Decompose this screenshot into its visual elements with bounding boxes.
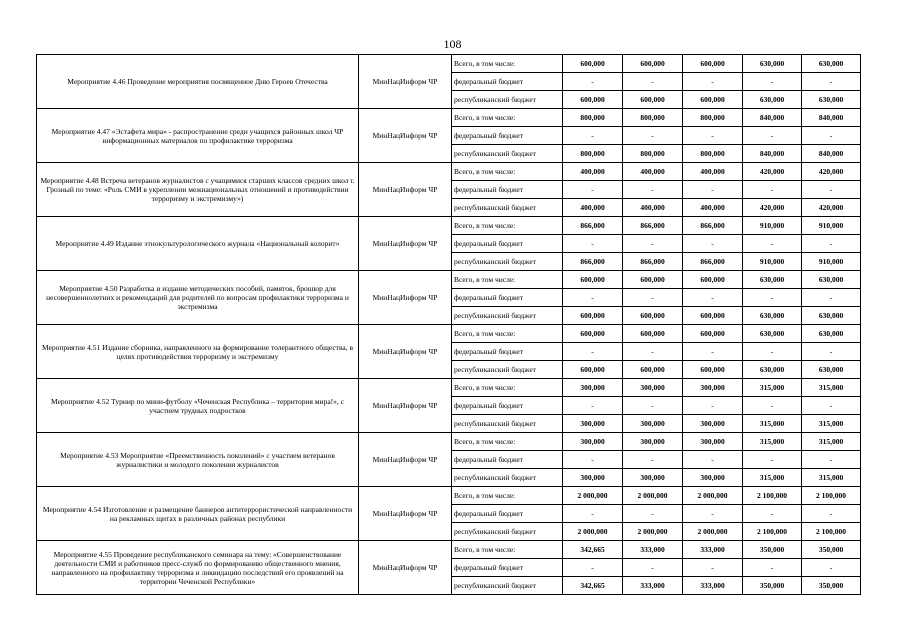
amount-cell: 600,000 — [683, 55, 743, 73]
amount-cell: 315,000 — [802, 469, 861, 487]
amount-cell: - — [802, 451, 861, 469]
amount-cell: 400,000 — [623, 199, 683, 217]
event-name-cell: Мероприятие 4.54 Изготовление и размещение баннеров антитеррористической направленности на рекламных щитах в различных районах республики — [37, 487, 359, 541]
amount-cell: 300,000 — [563, 433, 623, 451]
amount-cell: 2 000,000 — [683, 523, 743, 541]
amount-cell: 630,000 — [743, 361, 802, 379]
funding-source-cell: федеральный бюджет — [452, 505, 563, 523]
amount-cell: 342,665 — [563, 577, 623, 595]
amount-cell: 315,000 — [743, 433, 802, 451]
amount-cell: 315,000 — [802, 433, 861, 451]
amount-cell: - — [743, 505, 802, 523]
amount-cell: 2 100,000 — [743, 523, 802, 541]
amount-cell: 600,000 — [563, 361, 623, 379]
amount-cell: 600,000 — [563, 325, 623, 343]
amount-cell: 630,000 — [802, 361, 861, 379]
amount-cell: - — [683, 181, 743, 199]
amount-cell: 400,000 — [623, 163, 683, 181]
amount-cell: 2 000,000 — [563, 523, 623, 541]
amount-cell: - — [683, 289, 743, 307]
amount-cell: 2 000,000 — [623, 487, 683, 505]
amount-cell: 600,000 — [683, 271, 743, 289]
amount-cell: 400,000 — [563, 163, 623, 181]
organization-cell: МинНацИнформ ЧР — [359, 109, 452, 163]
amount-cell: 600,000 — [563, 271, 623, 289]
amount-cell: 315,000 — [743, 469, 802, 487]
event-name-cell: Мероприятие 4.50 Разработка и издание методических пособий, памяток, брошюр для несовершеннолетних и рекомендаций для родителей по вопросам профилактики терроризма и экстремизма — [37, 271, 359, 325]
amount-cell: 2 000,000 — [563, 487, 623, 505]
amount-cell: 800,000 — [623, 145, 683, 163]
amount-cell: - — [623, 505, 683, 523]
funding-source-cell: федеральный бюджет — [452, 451, 563, 469]
funding-source-cell: федеральный бюджет — [452, 559, 563, 577]
amount-cell: - — [563, 397, 623, 415]
budget-table — [36, 54, 861, 595]
amount-cell: 630,000 — [743, 55, 802, 73]
amount-cell: 630,000 — [802, 307, 861, 325]
amount-cell: 800,000 — [683, 109, 743, 127]
amount-cell: - — [743, 73, 802, 91]
amount-cell: 333,000 — [623, 541, 683, 559]
amount-cell: 300,000 — [683, 469, 743, 487]
amount-cell: 866,000 — [623, 253, 683, 271]
amount-cell: 315,000 — [802, 415, 861, 433]
amount-cell: 600,000 — [563, 307, 623, 325]
amount-cell: 630,000 — [743, 307, 802, 325]
amount-cell: - — [743, 397, 802, 415]
amount-cell: 800,000 — [683, 145, 743, 163]
amount-cell: - — [563, 127, 623, 145]
funding-source-cell: федеральный бюджет — [452, 73, 563, 91]
amount-cell: 300,000 — [683, 433, 743, 451]
amount-cell: 910,000 — [802, 217, 861, 235]
amount-cell: 630,000 — [802, 325, 861, 343]
funding-source-cell: республиканский бюджет — [452, 469, 563, 487]
table-row — [37, 487, 861, 505]
organization-cell: МинНацИнформ ЧР — [359, 487, 452, 541]
amount-cell: 315,000 — [743, 415, 802, 433]
amount-cell: - — [802, 343, 861, 361]
amount-cell: 840,000 — [802, 109, 861, 127]
amount-cell: 910,000 — [743, 253, 802, 271]
amount-cell: - — [623, 127, 683, 145]
funding-source-cell: федеральный бюджет — [452, 397, 563, 415]
amount-cell: 400,000 — [563, 199, 623, 217]
amount-cell: 866,000 — [563, 253, 623, 271]
amount-cell: - — [563, 451, 623, 469]
table-row — [37, 217, 861, 235]
funding-source-cell: федеральный бюджет — [452, 235, 563, 253]
table-row — [37, 271, 861, 289]
amount-cell: 333,000 — [623, 577, 683, 595]
page-number: 108 — [443, 37, 462, 51]
amount-cell: - — [743, 451, 802, 469]
table-row — [37, 55, 861, 73]
event-name-cell: Мероприятие 4.53 Мероприятие «Преемственность поколений» с участием ветеранов журналистики и молодого поколения журналистов — [37, 433, 359, 487]
amount-cell: 910,000 — [802, 253, 861, 271]
amount-cell: - — [623, 397, 683, 415]
event-name-cell: Мероприятие 4.52 Турнир по мини-футболу «Чеченская Республика – территория мира!», с участием трудных подростков — [37, 379, 359, 433]
event-name-cell: Мероприятие 4.51 Издание сборника, направленного на формирование толерантного общества, в целях противодействия терроризму и экстремизму — [37, 325, 359, 379]
funding-source-cell: федеральный бюджет — [452, 181, 563, 199]
amount-cell: - — [802, 289, 861, 307]
organization-cell: МинНацИнформ ЧР — [359, 271, 452, 325]
funding-source-cell: Всего, в том числе: — [452, 325, 563, 343]
organization-cell: МинНацИнформ ЧР — [359, 55, 452, 109]
funding-source-cell: республиканский бюджет — [452, 253, 563, 271]
amount-cell: 300,000 — [563, 379, 623, 397]
event-name-cell: Мероприятие 4.47 «Эстафета мира» - распространение среди учащихся районных школ ЧР информационных материалов по профилактике терроризма — [37, 109, 359, 163]
amount-cell: 866,000 — [683, 253, 743, 271]
amount-cell: 333,000 — [683, 577, 743, 595]
organization-cell: МинНацИнформ ЧР — [359, 217, 452, 271]
amount-cell: - — [683, 559, 743, 577]
amount-cell: 600,000 — [563, 55, 623, 73]
amount-cell: - — [623, 289, 683, 307]
amount-cell: - — [802, 505, 861, 523]
funding-source-cell: республиканский бюджет — [452, 307, 563, 325]
amount-cell: - — [623, 181, 683, 199]
funding-source-cell: республиканский бюджет — [452, 145, 563, 163]
amount-cell: 600,000 — [683, 325, 743, 343]
event-name-cell: Мероприятие 4.48 Встреча ветеранов журналистов с учащимися старших классов средних школ г. Грозный по теме: «Роль СМИ в укреплении межнациональных отношений и противодействии терроризму и экстремизму») — [37, 163, 359, 217]
amount-cell: 333,000 — [683, 541, 743, 559]
amount-cell: - — [683, 343, 743, 361]
funding-source-cell: республиканский бюджет — [452, 199, 563, 217]
amount-cell: 800,000 — [563, 145, 623, 163]
amount-cell: - — [683, 73, 743, 91]
amount-cell: 2 000,000 — [683, 487, 743, 505]
table-row — [37, 109, 861, 127]
amount-cell: - — [802, 73, 861, 91]
amount-cell: 420,000 — [802, 199, 861, 217]
amount-cell: 350,000 — [802, 541, 861, 559]
funding-source-cell: Всего, в том числе: — [452, 541, 563, 559]
funding-source-cell: Всего, в том числе: — [452, 379, 563, 397]
funding-source-cell: федеральный бюджет — [452, 127, 563, 145]
amount-cell: - — [623, 451, 683, 469]
organization-cell: МинНацИнформ ЧР — [359, 541, 452, 595]
amount-cell: 300,000 — [623, 433, 683, 451]
amount-cell: 630,000 — [743, 271, 802, 289]
organization-cell: МинНацИнформ ЧР — [359, 325, 452, 379]
amount-cell: 2 100,000 — [802, 487, 861, 505]
amount-cell: 630,000 — [802, 271, 861, 289]
amount-cell: 600,000 — [623, 361, 683, 379]
amount-cell: 2 100,000 — [743, 487, 802, 505]
amount-cell: 600,000 — [683, 91, 743, 109]
amount-cell: - — [743, 235, 802, 253]
amount-cell: 840,000 — [802, 145, 861, 163]
amount-cell: 300,000 — [623, 469, 683, 487]
table-row — [37, 325, 861, 343]
amount-cell: - — [623, 235, 683, 253]
amount-cell: - — [563, 343, 623, 361]
amount-cell: 315,000 — [743, 379, 802, 397]
amount-cell: 300,000 — [683, 379, 743, 397]
amount-cell: - — [743, 127, 802, 145]
amount-cell: 300,000 — [563, 469, 623, 487]
amount-cell: 2 000,000 — [623, 523, 683, 541]
amount-cell: 420,000 — [802, 163, 861, 181]
amount-cell: 866,000 — [563, 217, 623, 235]
amount-cell: - — [563, 505, 623, 523]
amount-cell: 420,000 — [743, 199, 802, 217]
amount-cell: - — [802, 559, 861, 577]
amount-cell: 600,000 — [623, 91, 683, 109]
funding-source-cell: республиканский бюджет — [452, 415, 563, 433]
funding-source-cell: Всего, в том числе: — [452, 487, 563, 505]
amount-cell: 300,000 — [563, 415, 623, 433]
amount-cell: - — [623, 73, 683, 91]
organization-cell: МинНацИнформ ЧР — [359, 433, 452, 487]
amount-cell: 800,000 — [563, 109, 623, 127]
amount-cell: 600,000 — [683, 361, 743, 379]
event-name-cell: Мероприятие 4.49 Издание этнокультурологического журнала «Национальный колорит» — [37, 217, 359, 271]
amount-cell: 600,000 — [623, 271, 683, 289]
amount-cell: 600,000 — [683, 307, 743, 325]
amount-cell: - — [683, 505, 743, 523]
amount-cell: 840,000 — [743, 109, 802, 127]
table-row — [37, 379, 861, 397]
amount-cell: 630,000 — [743, 325, 802, 343]
amount-cell: 910,000 — [743, 217, 802, 235]
amount-cell: 866,000 — [683, 217, 743, 235]
amount-cell: - — [563, 289, 623, 307]
budget-table-body — [37, 55, 861, 595]
amount-cell: - — [802, 181, 861, 199]
amount-cell: - — [743, 181, 802, 199]
amount-cell: 350,000 — [802, 577, 861, 595]
amount-cell: 300,000 — [623, 379, 683, 397]
amount-cell: 350,000 — [743, 577, 802, 595]
amount-cell: - — [743, 289, 802, 307]
organization-cell: МинНацИнформ ЧР — [359, 379, 452, 433]
amount-cell: - — [802, 397, 861, 415]
amount-cell: - — [683, 451, 743, 469]
amount-cell: 315,000 — [802, 379, 861, 397]
amount-cell: 600,000 — [623, 325, 683, 343]
amount-cell: 2 100,000 — [802, 523, 861, 541]
amount-cell: - — [563, 235, 623, 253]
amount-cell: - — [563, 559, 623, 577]
amount-cell: - — [683, 397, 743, 415]
amount-cell: - — [623, 343, 683, 361]
amount-cell: - — [802, 127, 861, 145]
funding-source-cell: Всего, в том числе: — [452, 55, 563, 73]
funding-source-cell: Всего, в том числе: — [452, 163, 563, 181]
amount-cell: - — [743, 343, 802, 361]
amount-cell: - — [563, 73, 623, 91]
funding-source-cell: республиканский бюджет — [452, 91, 563, 109]
table-row — [37, 541, 861, 559]
organization-cell: МинНацИнформ ЧР — [359, 163, 452, 217]
funding-source-cell: Всего, в том числе: — [452, 217, 563, 235]
amount-cell: - — [743, 559, 802, 577]
funding-source-cell: республиканский бюджет — [452, 523, 563, 541]
amount-cell: 342,665 — [563, 541, 623, 559]
amount-cell: 840,000 — [743, 145, 802, 163]
funding-source-cell: федеральный бюджет — [452, 343, 563, 361]
amount-cell: 800,000 — [623, 109, 683, 127]
amount-cell: 630,000 — [802, 91, 861, 109]
amount-cell: 866,000 — [623, 217, 683, 235]
amount-cell: 420,000 — [743, 163, 802, 181]
funding-source-cell: Всего, в том числе: — [452, 433, 563, 451]
amount-cell: 630,000 — [743, 91, 802, 109]
event-name-cell: Мероприятие 4.55 Проведение республиканского семинара на тему: «Совершенствование деятельности СМИ и работников пресс-служб по формированию общественного мнения, направленного на профилактику терроризма и ликвидацию последствий его проявлений на территории Чеченской Республики» — [37, 541, 359, 595]
amount-cell: 630,000 — [802, 55, 861, 73]
funding-source-cell: республиканский бюджет — [452, 577, 563, 595]
event-name-cell: Мероприятие 4.46 Проведение мероприятия посвященное Дню Героев Отечества — [37, 55, 359, 109]
funding-source-cell: республиканский бюджет — [452, 361, 563, 379]
amount-cell: 600,000 — [623, 307, 683, 325]
amount-cell: 350,000 — [743, 541, 802, 559]
table-row — [37, 433, 861, 451]
amount-cell: 400,000 — [683, 199, 743, 217]
amount-cell: - — [623, 559, 683, 577]
amount-cell: 600,000 — [623, 55, 683, 73]
amount-cell: - — [683, 127, 743, 145]
amount-cell: 400,000 — [683, 163, 743, 181]
amount-cell: 300,000 — [623, 415, 683, 433]
amount-cell: - — [802, 235, 861, 253]
funding-source-cell: федеральный бюджет — [452, 289, 563, 307]
funding-source-cell: Всего, в том числе: — [452, 271, 563, 289]
amount-cell: - — [563, 181, 623, 199]
amount-cell: 600,000 — [563, 91, 623, 109]
amount-cell: - — [683, 235, 743, 253]
table-row — [37, 163, 861, 181]
amount-cell: 300,000 — [683, 415, 743, 433]
funding-source-cell: Всего, в том числе: — [452, 109, 563, 127]
